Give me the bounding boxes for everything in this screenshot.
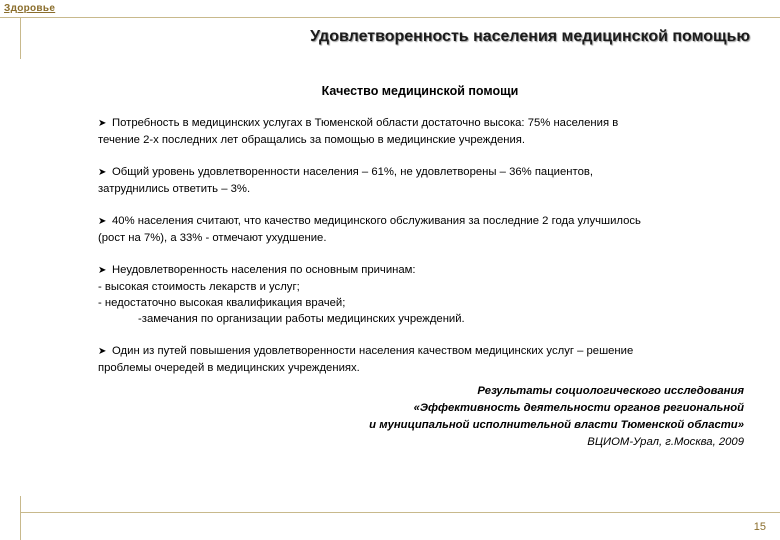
footer-divider: [20, 512, 780, 513]
source-citation: [224, 383, 744, 451]
section-label: Здоровье: [4, 3, 56, 14]
header-divider: [0, 17, 780, 18]
bullet-line: затруднились ответить – 3%.: [98, 183, 251, 195]
slide-title: Удовлетворенность населения медицинской помощью: [310, 28, 750, 45]
bullet-line: ➤ Неудовлетворенность населения по основным причинам:: [98, 262, 738, 279]
bullet-line: - недостаточно высокая квалификация врачей;: [98, 297, 346, 309]
citation-line: ВЦИОМ-Урал, г.Москва, 2009: [587, 436, 744, 448]
bullet-item: [98, 164, 738, 197]
bullet-item: [98, 213, 738, 246]
bullet-line: ➤ Один из путей повышения удовлетворенности населения качеством медицинских услуг – решение: [98, 343, 738, 360]
bullet-line: -замечания по организации работы медицинских учреждений.: [138, 313, 465, 325]
bullet-item: [98, 262, 738, 327]
arrow-bullet-icon: ➤: [98, 346, 107, 357]
page-number: 15: [753, 521, 766, 533]
bullet-line: проблемы очередей в медицинских учреждениях.: [98, 362, 360, 374]
bullet-line: течение 2-х последних лет обращались за помощью в медицинские учреждения.: [98, 134, 526, 146]
citation-line: Результаты социологического исследования: [477, 385, 744, 397]
arrow-bullet-icon: ➤: [98, 167, 107, 178]
bullet-line: ➤ Потребность в медицинских услугах в Тюменской области достаточно высока: 75% населения в: [98, 115, 738, 132]
bullet-item: [98, 343, 738, 376]
arrow-bullet-icon: ➤: [98, 118, 107, 129]
arrow-bullet-icon: ➤: [98, 265, 107, 276]
subheading: Качество медицинской помощи: [321, 84, 519, 98]
bullet-list: [98, 115, 738, 392]
bullet-item: [98, 115, 738, 148]
bullet-line: (рост на 7%), а 33% - отмечают ухудшение.: [98, 232, 327, 244]
header-left-divider: [20, 17, 21, 59]
citation-line: «Эффективность деятельности органов региональной: [413, 402, 744, 414]
bullet-line: ➤ 40% населения считают, что качество медицинского обслуживания за последние 2 года улучшилось: [98, 213, 738, 230]
bullet-line: ➤ Общий уровень удовлетворенности населения – 61%, не удовлетворены – 36% пациентов,: [98, 164, 738, 181]
arrow-bullet-icon: ➤: [98, 216, 107, 227]
bullet-line: - высокая стоимость лекарств и услуг;: [98, 281, 300, 293]
citation-line: и муниципальной исполнительной власти Тюменской области»: [369, 419, 744, 431]
footer-left-divider: [20, 496, 21, 540]
